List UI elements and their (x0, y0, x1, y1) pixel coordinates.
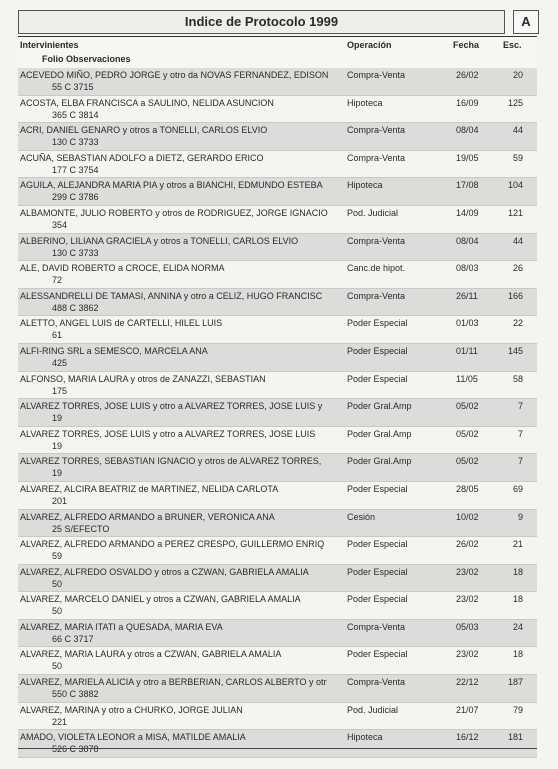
cell-fecha: 14/09 (456, 207, 479, 218)
cell-folio: 175 (52, 385, 68, 396)
table-row (18, 454, 537, 482)
cell-fecha: 23/02 (456, 649, 479, 660)
cell-intervinientes: ACUÑA, SEBASTIAN ADOLFO a DIETZ, GERARDO ERICO (20, 152, 264, 163)
table-row (18, 647, 537, 675)
table-row (18, 151, 537, 179)
cell-intervinientes: AGUILA, ALEJANDRA MARIA PIA y otros a BIANCHI, EDMUNDO ESTEBA (20, 180, 323, 191)
cell-intervinientes: ALBAMONTE, JULIO ROBERTO y otros de RODRIGUEZ, JORGE IGNACIO (20, 207, 328, 218)
cell-esc: 44 (512, 125, 523, 136)
cell-fecha: 10/02 (456, 511, 479, 522)
table-row (18, 123, 537, 151)
cell-esc: 7 (517, 401, 523, 412)
cell-operacion: Compra-Venta (347, 70, 406, 80)
table-row (18, 372, 537, 400)
table-row (18, 399, 537, 427)
cell-operacion: Poder Especial (347, 566, 408, 577)
cell-folio: 50 (52, 661, 63, 672)
cell-esc: 145 (507, 345, 523, 356)
cell-fecha: 08/04 (456, 125, 479, 136)
table-row (18, 510, 537, 538)
protocol-table (18, 68, 537, 758)
cell-esc: 18 (512, 594, 523, 605)
cell-intervinientes: ALESSANDRELLI DE TAMASI, ANNINA y otro a CELIZ, HUGO FRANCISC (20, 290, 323, 301)
cell-esc: 22 (512, 318, 523, 329)
cell-operacion: Poder Gral.Amp (347, 401, 412, 412)
cell-intervinientes: ALVAREZ, MARINA y otro a CHURKO, JORGE JULIAN (20, 704, 243, 715)
cell-folio: 526 C 3878 (52, 744, 99, 755)
cell-folio: 50 (52, 578, 63, 589)
table-row (18, 178, 537, 206)
cell-esc: 121 (507, 207, 523, 218)
cell-esc: 166 (507, 290, 523, 301)
cell-operacion: Compra-Venta (347, 621, 406, 632)
cell-esc: 26 (512, 263, 523, 274)
cell-folio: 19 (52, 413, 63, 424)
cell-esc: 44 (512, 235, 523, 246)
table-row (18, 565, 537, 593)
cell-fecha: 08/04 (456, 235, 479, 246)
cell-intervinientes: ALFI-RING SRL a SEMESCO, MARCELA ANA (20, 345, 208, 356)
cell-folio: 61 (52, 330, 63, 341)
cell-esc: 104 (507, 180, 523, 191)
cell-folio: 550 C 3882 (52, 689, 99, 700)
cell-operacion: Poder Especial (347, 318, 408, 329)
cell-intervinientes: ALVAREZ, ALFREDO ARMANDO a BRUNER, VERONICA ANA (20, 511, 275, 522)
cell-intervinientes: ALVAREZ, MARIELA ALICIA y otro a BERBERIAN, CARLOS ALBERTO y otr (20, 677, 327, 688)
cell-intervinientes: ALVAREZ, ALFREDO OSVALDO y otros a CZWAN, GABRIELA AMALIA (20, 566, 309, 577)
table-row (18, 289, 537, 317)
cell-esc: 7 (517, 428, 523, 439)
cell-folio: 19 (52, 440, 63, 451)
cell-intervinientes: AMADO, VIOLETA LEONOR a MISA, MATILDE AMALIA (20, 732, 246, 743)
cell-intervinientes: ALVAREZ, MARIA LAURA y otros a CZWAN, GABRIELA AMALIA (20, 649, 282, 660)
cell-esc: 21 (512, 539, 523, 550)
index-letter: A (513, 10, 539, 34)
table-row (18, 537, 537, 565)
cell-fecha: 05/02 (456, 456, 479, 467)
cell-esc: 9 (517, 511, 523, 522)
cell-folio: 50 (52, 606, 63, 617)
cell-intervinientes: ALVAREZ, ALCIRA BEATRIZ de MARTINEZ, NELIDA CARLOTA (20, 483, 279, 494)
table-row (18, 206, 537, 234)
cell-folio: 130 C 3733 (52, 247, 99, 258)
cell-intervinientes: ALVAREZ, MARCELO DANIEL y otros a CZWAN, GABRIELA AMALIA (20, 594, 301, 605)
cell-folio: 59 (52, 551, 63, 562)
cell-esc: 69 (512, 483, 523, 494)
cell-operacion: Canc.de hipot. (347, 263, 406, 274)
cell-esc: 24 (512, 621, 523, 632)
cell-operacion: Poder Especial (347, 345, 408, 356)
cell-fecha: 08/03 (456, 263, 479, 274)
cell-operacion: Compra-Venta (347, 152, 406, 163)
cell-esc: 187 (507, 677, 523, 688)
cell-intervinientes: ALBERINO, LILIANA GRACIELA y otros a TONELLI, CARLOS ELVIO (20, 235, 299, 246)
cell-operacion: Compra-Venta (347, 125, 406, 136)
cell-esc: 18 (512, 649, 523, 660)
cell-fecha: 17/08 (456, 180, 479, 191)
cell-fecha: 01/03 (456, 318, 479, 329)
cell-intervinientes: ALFONSO, MARIA LAURA y otros de ZANAZZI, SEBASTIAN (20, 373, 266, 384)
cell-operacion: Poder Gral.Amp (347, 456, 412, 467)
cell-folio: 201 (52, 495, 68, 506)
cell-intervinientes: ACRI, DANIEL GENARO y otros a TONELLI, CARLOS ELVIO (20, 125, 268, 136)
cell-intervinientes: ALVAREZ TORRES, JOSE LUIS y otro a ALVAREZ TORRES, JOSE LUIS y (20, 401, 323, 412)
table-row (18, 620, 537, 648)
cell-operacion: Pod. Judicial (347, 207, 399, 218)
table-row (18, 261, 537, 289)
page-title: Indice de Protocolo 1999 (18, 10, 505, 34)
cell-operacion: Poder Especial (347, 594, 408, 605)
cell-fecha: 23/02 (456, 594, 479, 605)
cell-operacion: Hipoteca (347, 180, 383, 191)
table-row (18, 96, 537, 124)
cell-esc: 20 (512, 70, 523, 80)
cell-fecha: 26/11 (456, 290, 478, 301)
cell-folio: 72 (52, 275, 63, 286)
header-fecha: Fecha (453, 40, 480, 50)
cell-folio: 25 S/EFECTO (52, 523, 110, 534)
cell-operacion: Pod. Judicial (347, 704, 399, 715)
cell-folio: 299 C 3786 (52, 192, 99, 203)
cell-fecha: 26/02 (456, 70, 479, 80)
table-row (18, 675, 537, 703)
cell-fecha: 16/09 (456, 97, 479, 108)
cell-folio: 19 (52, 468, 63, 479)
cell-fecha: 05/02 (456, 401, 479, 412)
cell-fecha: 01/11 (456, 345, 478, 356)
cell-operacion: Poder Especial (347, 373, 408, 384)
table-row (18, 316, 537, 344)
cell-intervinientes: ACEVEDO MIÑO, PEDRO JORGE y otro da NOVAS FERNANDEZ, EDISON (20, 70, 329, 80)
table-row (18, 592, 537, 620)
cell-intervinientes: ALVAREZ, ALFREDO ARMANDO a PEREZ CRESPO, GUILLERMO ENRIQ (20, 539, 325, 550)
cell-fecha: 21/07 (456, 704, 479, 715)
cell-intervinientes: ALVAREZ TORRES, SEBASTIAN IGNACIO y otros de ALVAREZ TORRES, (20, 456, 322, 467)
table-row (18, 234, 537, 262)
cell-esc: 59 (512, 152, 523, 163)
cell-fecha: 28/05 (456, 483, 479, 494)
cell-operacion: Compra-Venta (347, 290, 406, 301)
cell-folio: 425 (52, 357, 68, 368)
header-operacion: Operación (347, 40, 392, 50)
header-intervinientes: Intervinientes (20, 40, 79, 50)
cell-fecha: 05/03 (456, 621, 479, 632)
cell-folio: 221 (52, 716, 68, 727)
cell-fecha: 05/02 (456, 428, 479, 439)
cell-intervinientes: ACOSTA, ELBA FRANCISCA a SAULINO, NELIDA ASUNCION (20, 97, 274, 108)
cell-operacion: Hipoteca (347, 97, 383, 108)
cell-folio: 365 C 3814 (52, 109, 99, 120)
cell-folio: 66 C 3717 (52, 633, 94, 644)
cell-intervinientes: ALETTO, ANGEL LUIS de CARTELLI, HILEL LUIS (20, 318, 223, 329)
cell-fecha: 23/02 (456, 566, 479, 577)
cell-operacion: Hipoteca (347, 732, 383, 743)
cell-esc: 7 (517, 456, 523, 467)
cell-intervinientes: ALVAREZ TORRES, JOSE LUIS y otro a ALVAREZ TORRES, JOSE LUIS (20, 428, 316, 439)
bottom-divider (18, 748, 537, 749)
cell-folio: 55 C 3715 (52, 82, 94, 92)
cell-fecha: 26/02 (456, 539, 479, 550)
cell-folio: 488 C 3862 (52, 302, 99, 313)
cell-fecha: 11/05 (456, 373, 478, 384)
cell-esc: 125 (507, 97, 523, 108)
cell-intervinientes: ALVAREZ, MARIA ITATI a QUESADA, MARIA EVA (20, 621, 223, 632)
cell-fecha: 19/05 (456, 152, 479, 163)
cell-operacion: Poder Especial (347, 539, 408, 550)
table-row (18, 703, 537, 731)
cell-operacion: Compra-Venta (347, 235, 406, 246)
cell-operacion: Poder Gral.Amp (347, 428, 412, 439)
cell-esc: 181 (507, 732, 523, 743)
cell-esc: 79 (512, 704, 523, 715)
cell-operacion: Cesión (347, 511, 376, 522)
cell-folio: 354 (52, 219, 68, 230)
cell-esc: 18 (512, 566, 523, 577)
cell-fecha: 22/12 (456, 677, 479, 688)
table-header (18, 36, 537, 70)
cell-operacion: Poder Especial (347, 649, 408, 660)
cell-operacion: Poder Especial (347, 483, 408, 494)
header-esc: Esc. (503, 40, 522, 50)
cell-intervinientes: ALE, DAVID ROBERTO a CROCE, ELIDA NORMA (20, 263, 225, 274)
table-row (18, 482, 537, 510)
cell-folio: 130 C 3733 (52, 137, 99, 148)
header-folio: Folio Observaciones (42, 54, 131, 64)
table-row (18, 427, 537, 455)
cell-operacion: Compra-Venta (347, 677, 406, 688)
cell-fecha: 16/12 (456, 732, 479, 743)
table-row (18, 730, 537, 758)
cell-folio: 177 C 3754 (52, 164, 99, 175)
cell-esc: 58 (512, 373, 523, 384)
table-row (18, 344, 537, 372)
table-row (18, 68, 537, 96)
